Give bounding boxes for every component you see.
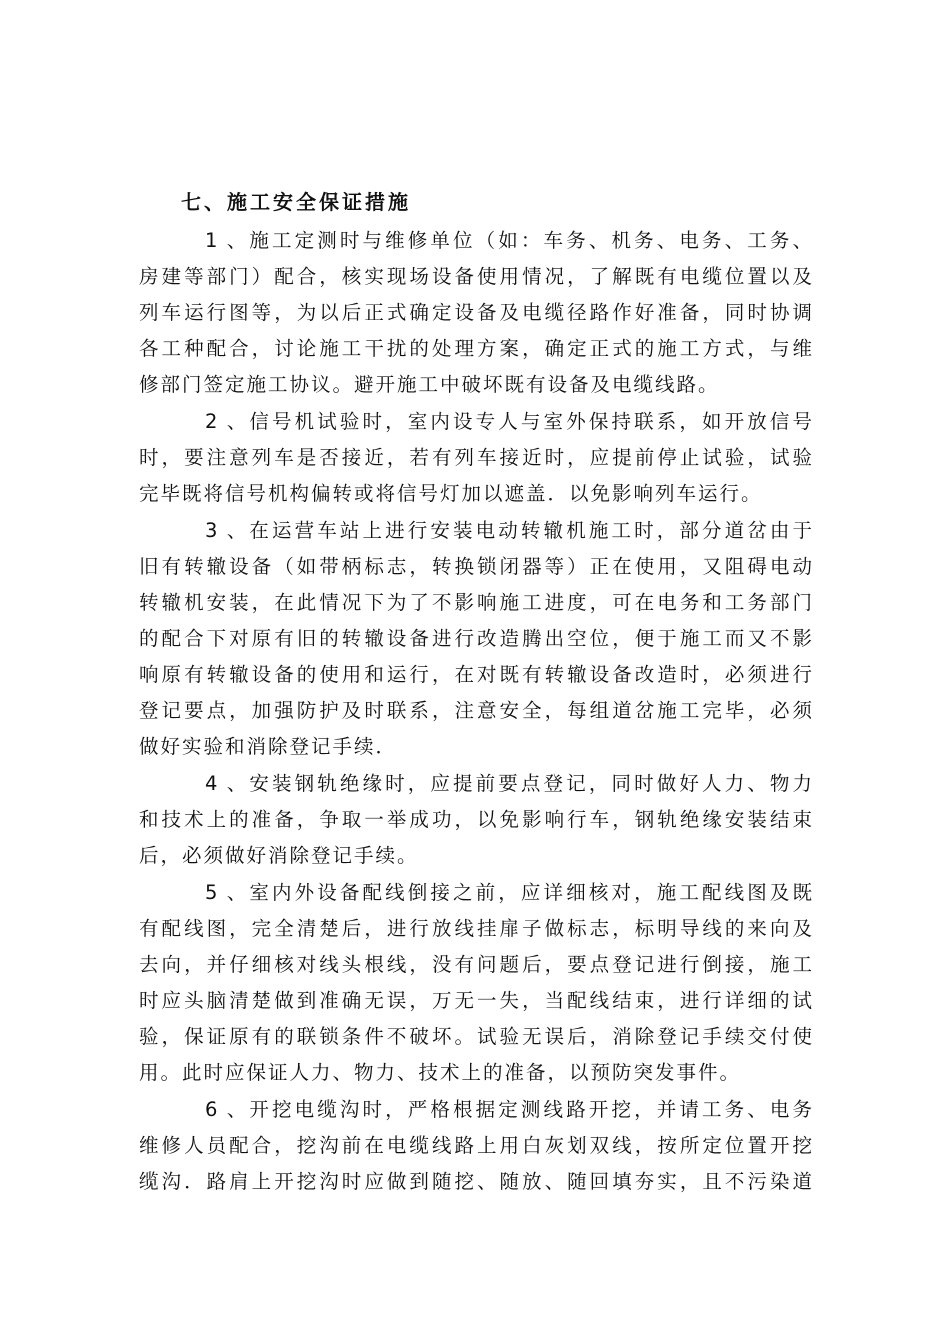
paragraph-6-line: 6 、开挖电缆沟时，严格根据定测线路开挖，并请工务、电务: [205, 1098, 812, 1121]
paragraph-1-line: 修部门签定施工协议。避开施工中破坏既有设备及电缆线路。: [139, 373, 720, 396]
paragraph-4-line: 后，必须做好消除登记手续。: [139, 844, 419, 867]
section-heading: 七、施工安全保证措施: [181, 190, 411, 214]
paragraph-3-line: 3 、在运营车站上进行安装电动转辙机施工时，部分道岔由于: [205, 519, 812, 542]
paragraph-1-line: 列车运行图等，为以后正式确定设备及电缆径路作好准备，同时协调: [139, 301, 812, 324]
paragraph-1-line: 1 、施工定测时与维修单位（如：车务、机务、电务、工务、: [205, 229, 812, 252]
paragraph-6-line: 缆沟．路肩上开挖沟时应做到随挖、随放、随回填夯实，且不污染道: [139, 1170, 812, 1193]
paragraph-5-line: 验，保证原有的联锁条件不破坏。试验无误后，消除登记手续交付使: [139, 1025, 812, 1048]
paragraph-3-line: 转辙机安装，在此情况下为了不影响施工进度，可在电务和工务部门: [139, 591, 812, 614]
paragraph-2-line: 完毕既将信号机构偏转或将信号灯加以遮盖．以免影响列车运行。: [139, 482, 763, 505]
paragraph-4-line: 4 、安装钢轨绝缘时，应提前要点登记，同时做好人力、物力: [205, 772, 812, 795]
paragraph-5-line: 时应头脑清楚做到准确无误，万无一失，当配线结束，进行详细的试: [139, 989, 812, 1012]
paragraph-2-line: 时，要注意列车是否接近，若有列车接近时，应提前停止试验，试验: [139, 446, 812, 469]
paragraph-2-line: 2 、信号机试验时，室内设专人与室外保持联系，如开放信号: [205, 410, 812, 433]
paragraph-5-line: 去向，并仔细核对线头根线，没有问题后，要点登记进行倒接，施工: [139, 953, 812, 976]
paragraph-1-line: 房建等部门）配合，核实现场设备使用情况，了解既有电缆位置以及: [139, 265, 812, 288]
paragraph-3-line: 做好实验和消除登记手续．: [139, 735, 398, 758]
paragraph-3-line: 的配合下对原有旧的转辙设备进行改造腾出空位，便于施工而又不影: [139, 627, 812, 650]
paragraph-5-line: 用。此时应保证人力、物力、技术上的准备，以预防突发事件。: [139, 1061, 742, 1084]
paragraph-4-line: 和技术上的准备，争取一举成功，以免影响行车，钢轨绝缘安装结束: [139, 808, 812, 831]
paragraph-5-line: 有配线图，完全清楚后，进行放线挂扉子做标志，标明导线的来向及: [139, 917, 812, 940]
paragraph-3-line: 旧有转辙设备（如带柄标志，转换锁闭器等）正在使用，又阻碍电动: [139, 555, 812, 578]
paragraph-5-line: 5 、室内外设备配线倒接之前，应详细核对，施工配线图及既: [205, 881, 812, 904]
paragraph-6-line: 维修人员配合，挖沟前在电缆线路上用白灰划双线，按所定位置开挖: [139, 1134, 812, 1157]
paragraph-1-line: 各工种配合，讨论施工干扰的处理方案，确定正式的施工方式，与维: [139, 337, 812, 360]
paragraph-3-line: 登记要点，加强防护及时联系，注意安全，每组道岔施工完毕，必须: [139, 699, 812, 722]
paragraph-3-line: 响原有转辙设备的使用和运行，在对既有转辙设备改造时，必须进行: [139, 663, 812, 686]
